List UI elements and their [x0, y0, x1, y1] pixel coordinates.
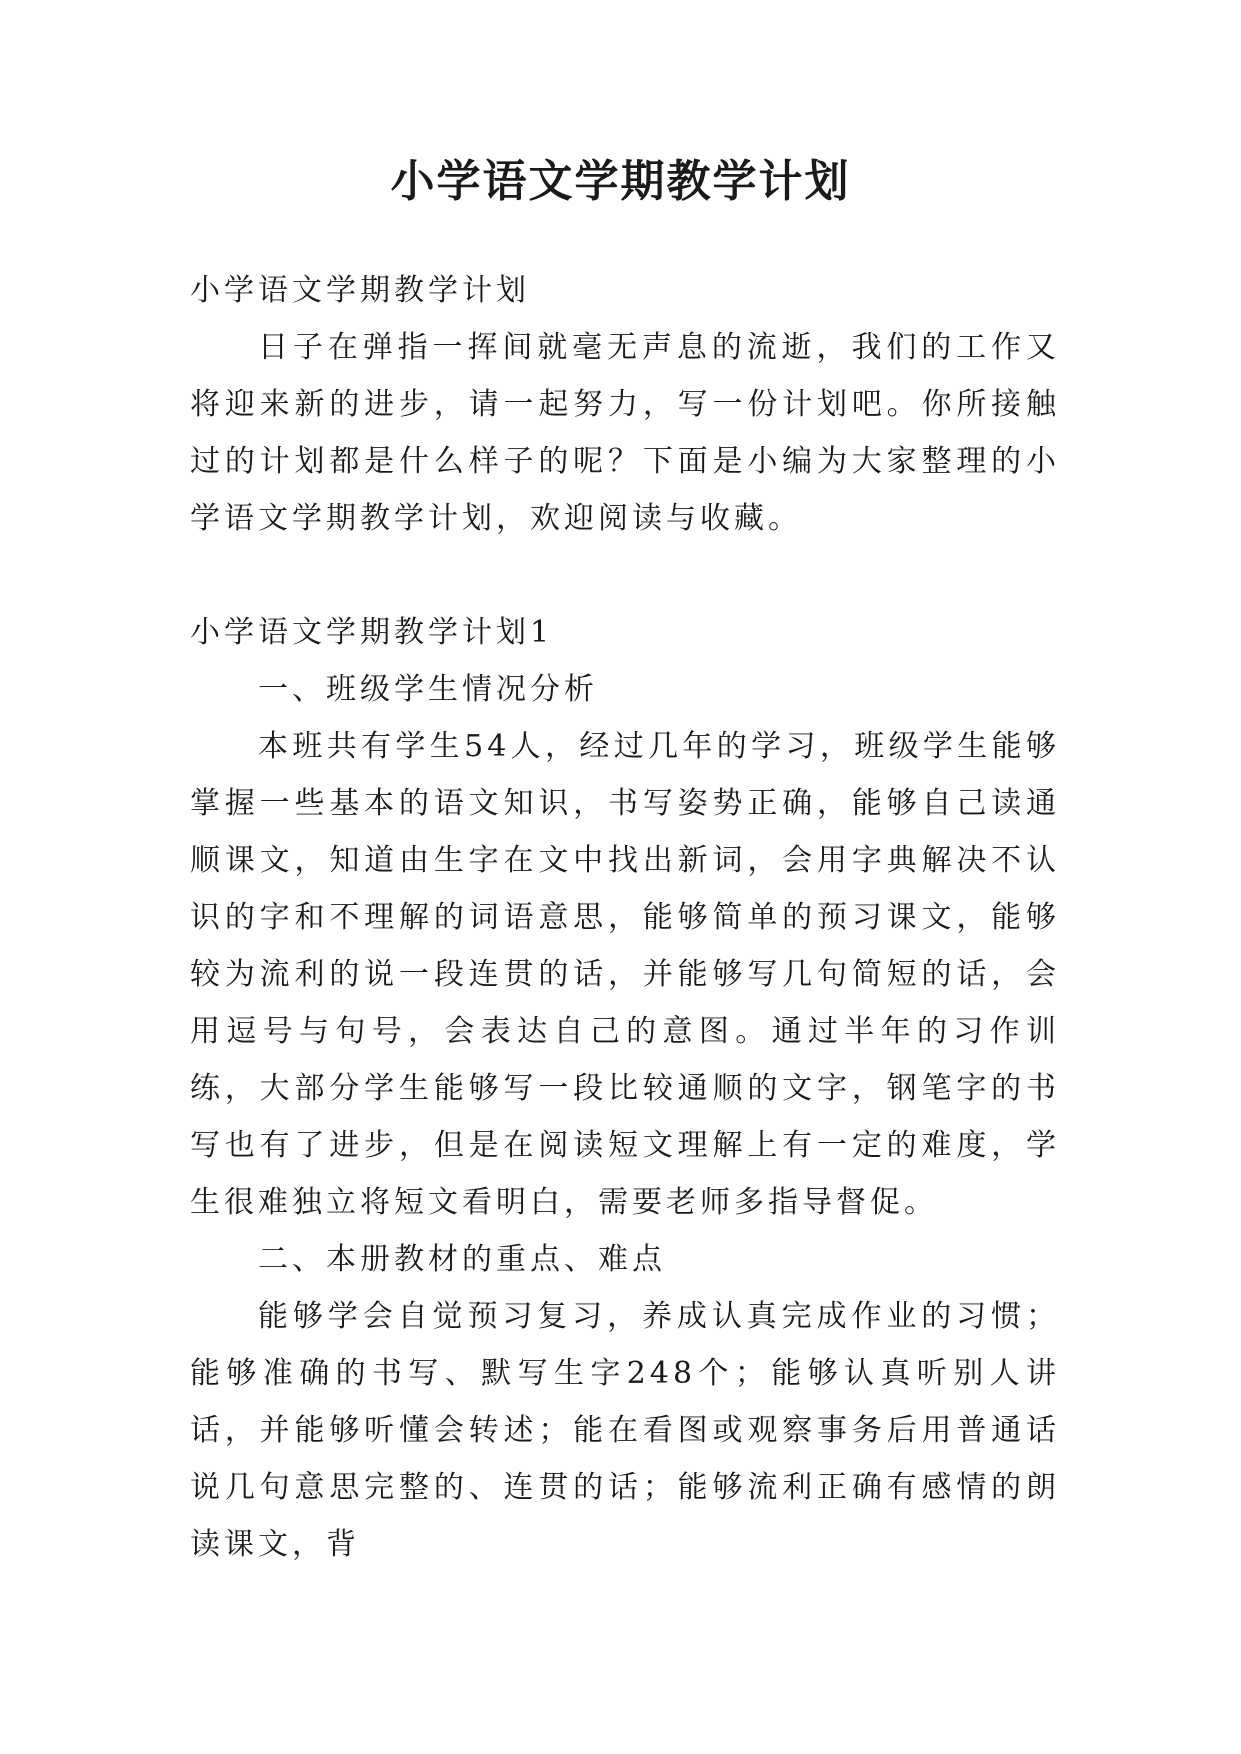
paragraph-spacer [190, 547, 1060, 604]
section-heading: 小学语文学期教学计划 [190, 273, 530, 308]
body-paragraph: 能够学会自觉预习复习，养成认真完成作业的习惯；能够准确的书写、默写生字248个；能够认真听别人讲话，并能够听懂会转述；能在看图或观察事务后用普通话说几句意思完整的、连贯的话；能够流利正确有感情的朗读课文，背 [190, 1299, 1060, 1562]
body-paragraph: 本班共有学生54人，经过几年的学习，班级学生能够掌握一些基本的语文知识，书写姿势正确，能够自己读通顺课文，知道由生字在文中找出新词，会用字典解决不认识的字和不理解的词语意思，能够简单的预习课文，能够较为流利的说一段连贯的话，并能够写几句简短的话，会用逗号与句号，会表达自己的意图。通过半年的习作训练，大部分学生能够写一段比较通顺的文字，钢笔字的书写也有了进步，但是在阅读短文理解上有一定的难度，学生很难独立将短文看明白，需要老师多指导督促。 [190, 729, 1060, 1220]
document-body [190, 262, 1060, 1573]
subsection-heading: 二、本册教材的重点、难点 [258, 1242, 666, 1277]
intro-paragraph: 日子在弹指一挥间就毫无声息的流逝，我们的工作又将迎来新的进步，请一起努力，写一份计划吧。你所接触过的计划都是什么样子的呢？下面是小编为大家整理的小学语文学期教学计划，欢迎阅读与收藏。 [190, 330, 1060, 536]
document-title: 小学语文学期教学计划 [390, 156, 851, 207]
subsection-heading: 一、班级学生情况分析 [258, 672, 598, 707]
plan-heading: 小学语文学期教学计划1 [190, 615, 554, 650]
